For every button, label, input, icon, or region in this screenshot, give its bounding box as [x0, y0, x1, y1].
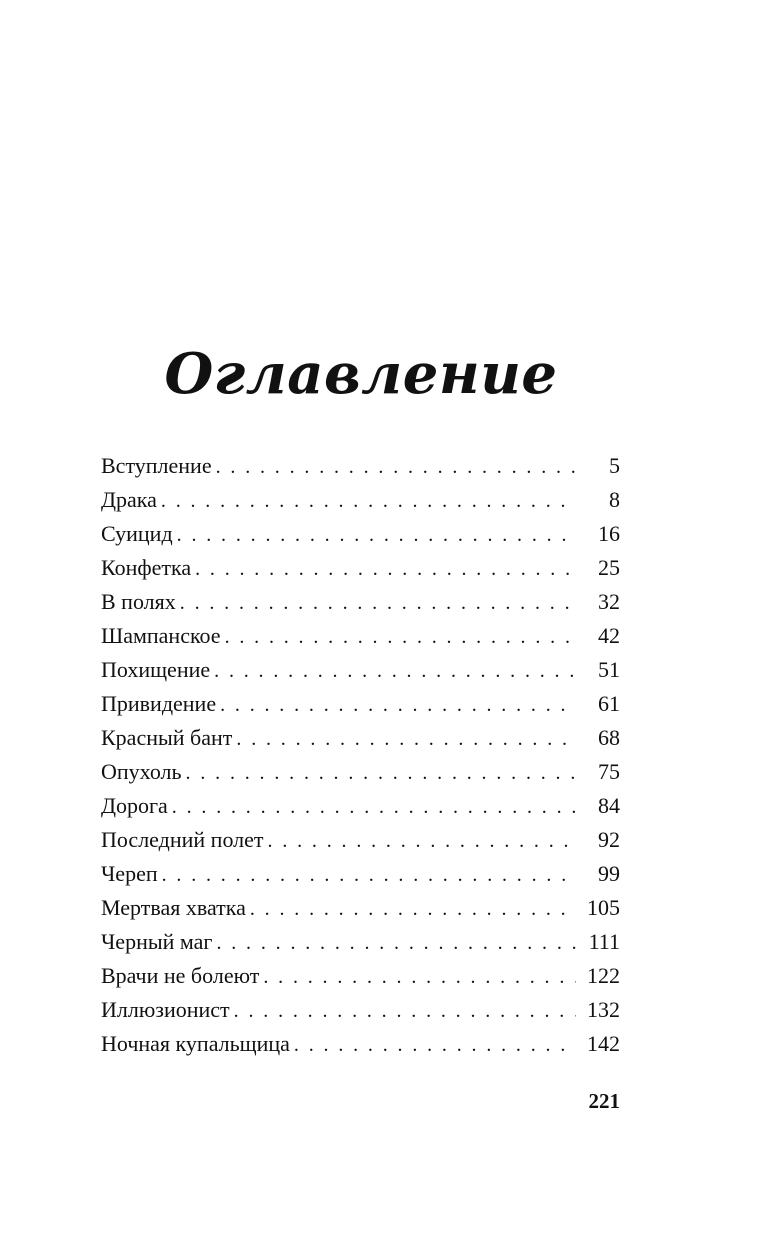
toc-entry[interactable] [101, 959, 620, 993]
toc-entry-page: 142 [587, 1031, 620, 1056]
toc-entry-page: 61 [598, 691, 620, 716]
toc-entry-title: Ночная купальщица [101, 1031, 290, 1056]
toc-entry[interactable] [101, 993, 620, 1027]
toc-entry-page: 75 [598, 759, 620, 784]
dot-leader [216, 450, 576, 484]
toc-entry[interactable] [101, 925, 620, 959]
toc-entry[interactable] [101, 721, 620, 755]
toc-entry-title: Опухоль [101, 759, 182, 784]
toc-entry[interactable] [101, 823, 620, 857]
toc-entry[interactable] [101, 585, 620, 619]
toc-entry-title: Драка [101, 487, 157, 512]
table-of-contents [101, 449, 620, 1061]
toc-entry-page: 5 [609, 453, 620, 478]
toc-entry-title: Похищение [101, 657, 211, 682]
toc-entry-page: 8 [609, 487, 620, 512]
toc-entry-page: 32 [598, 589, 620, 614]
dot-leader [294, 1028, 576, 1062]
dot-leader [250, 892, 576, 926]
dot-leader [236, 722, 576, 756]
toc-entry-page: 42 [598, 623, 620, 648]
dot-leader [214, 654, 576, 688]
page-number: 221 [588, 1089, 620, 1113]
dot-leader [172, 790, 576, 824]
toc-entry-page: 92 [598, 827, 620, 852]
toc-entry-title: Врачи не болеют [101, 963, 260, 988]
dot-leader [234, 994, 576, 1028]
toc-entry[interactable] [101, 483, 620, 517]
toc-entry[interactable] [101, 551, 620, 585]
toc-entry-title: Привидение [101, 691, 217, 716]
toc-entry[interactable] [101, 517, 620, 551]
toc-entry-title: Иллюзионист [101, 997, 230, 1022]
dot-leader [263, 960, 576, 994]
toc-entry-page: 132 [587, 997, 620, 1022]
toc-entry-title: Вступление [101, 453, 212, 478]
dot-leader [161, 484, 576, 518]
toc-entry-title: Последний полет [101, 827, 264, 852]
toc-entry-title: В полях [101, 589, 176, 614]
dot-leader [180, 586, 576, 620]
toc-entry-title: Красный бант [101, 725, 233, 750]
toc-entry-title: Череп [101, 861, 158, 886]
dot-leader [216, 926, 576, 960]
toc-entry[interactable] [101, 687, 620, 721]
dot-leader [195, 552, 576, 586]
toc-entry-page: 99 [598, 861, 620, 886]
toc-entry[interactable] [101, 653, 620, 687]
toc-entry-page: 51 [598, 657, 620, 682]
toc-entry[interactable] [101, 891, 620, 925]
toc-entry[interactable] [101, 449, 620, 483]
toc-entry-title: Конфетка [101, 555, 192, 580]
dot-leader [162, 858, 576, 892]
toc-entry-page: 105 [587, 895, 620, 920]
dot-leader [268, 824, 576, 858]
toc-entry[interactable] [101, 789, 620, 823]
toc-entry[interactable] [101, 755, 620, 789]
toc-entry-title: Шампанское [101, 623, 221, 648]
dot-leader [220, 688, 576, 722]
toc-entry-page: 16 [598, 521, 620, 546]
toc-entry[interactable] [101, 1027, 620, 1061]
toc-entry-page: 25 [598, 555, 620, 580]
toc-entry[interactable] [101, 857, 620, 891]
dot-leader [177, 518, 576, 552]
toc-entry-title: Черный маг [101, 929, 213, 954]
dot-leader [186, 756, 576, 790]
toc-entry-title: Дорога [101, 793, 168, 818]
toc-entry-page: 111 [588, 929, 620, 954]
dot-leader [225, 620, 576, 654]
toc-entry-page: 68 [598, 725, 620, 750]
toc-entry-page: 122 [587, 963, 620, 988]
toc-entry-page: 84 [598, 793, 620, 818]
toc-entry[interactable] [101, 619, 620, 653]
page-title: Оглавление [164, 340, 558, 407]
toc-entry-title: Мертвая хватка [101, 895, 246, 920]
toc-entry-title: Суицид [101, 521, 173, 546]
